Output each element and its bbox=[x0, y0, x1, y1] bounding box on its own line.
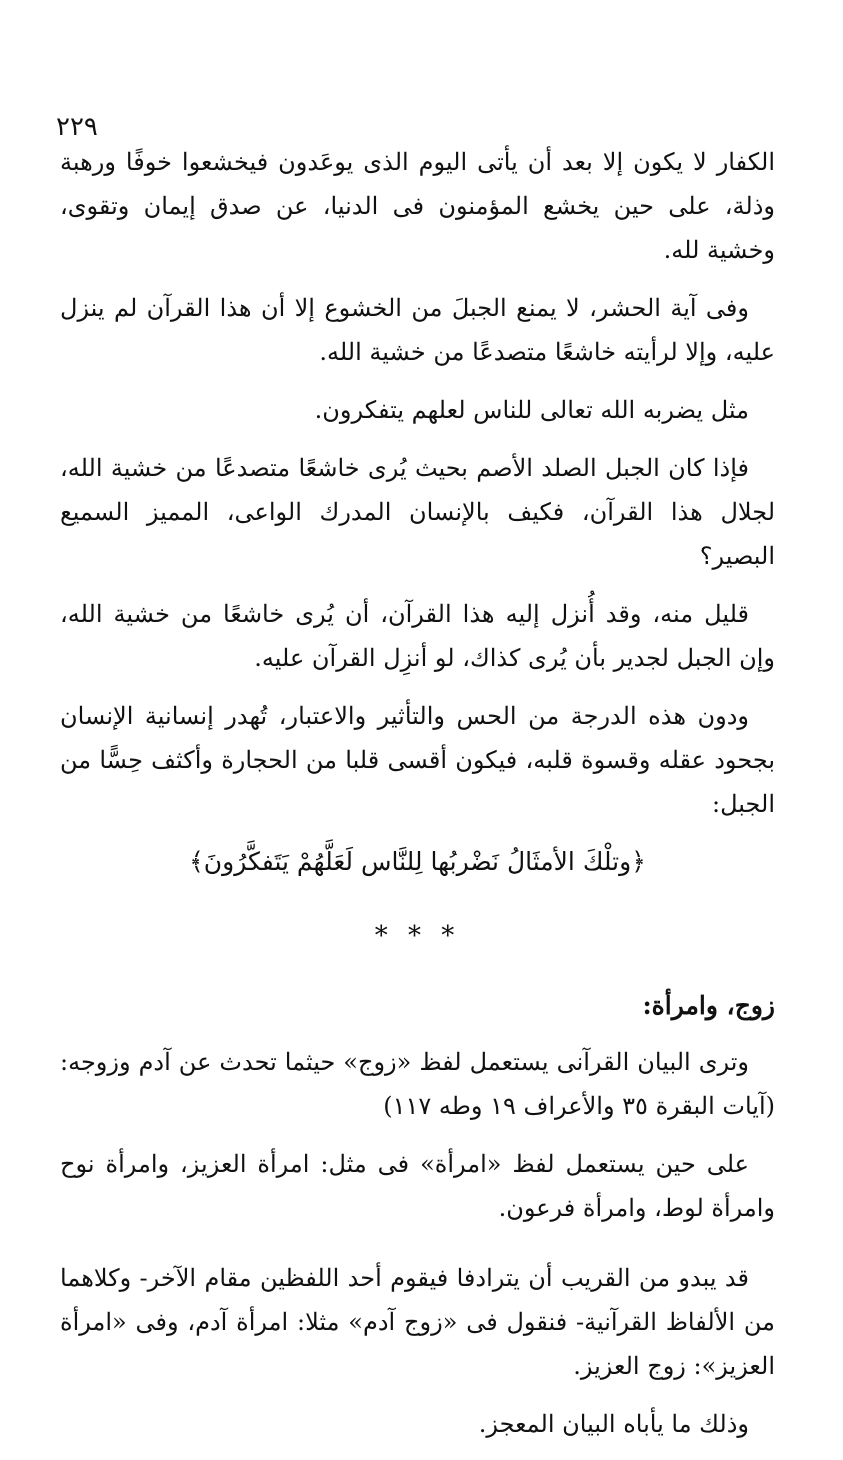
paragraph-conclusion: وذلك ما يأباه البيان المعجز. bbox=[478, 1410, 749, 1438]
quran-verse: ﴿وتلْكَ الأمثَالُ نَضْربُها لِلنَّاس لَعَلَّهُمْ يَتَفكَّرُونَ﴾ bbox=[189, 847, 646, 876]
paragraph-imraa-usage: على حين يستعمل لفظ «امرأة» فى مثل: امرأة العزيز، وامرأة نوح وامرأة لوط، وامرأة فرعون. bbox=[60, 1150, 775, 1222]
paragraph-parable: مثل يضربه الله تعالى للناس لعلهم يتفكرون. bbox=[314, 396, 749, 424]
section-separator: * * * bbox=[374, 921, 461, 951]
paragraph-synonymy: قد يبدو من القريب أن يترادفا فيقوم أحد اللفظين مقام الآخر- وكلاهما من الألفاظ القرآنية- فنقول فى «زوج آدم» مثلا: امرأة آدم، وفى «امرأة العزيز»: زوج العزيز. bbox=[60, 1264, 775, 1380]
paragraph-below-this-degree: ودون هذه الدرجة من الحس والتأثير والاعتبار، تُهدر إنسانية الإنسان بجحود عقله وقسوة قلبه، فيكون أقسى قلبا من الحجارة وأكثف حِسًّا من الجبل: bbox=[60, 702, 775, 818]
paragraph-disbelievers-humility: الكفار لا يكون إلا بعد أن يأتى اليوم الذى يوعَدون فيخشعوا خوفًا ورهبة وذلة، على حين يخشع المؤمنون فى الدنيا، عن صدق إيمان وتقوى، وخشية لله. bbox=[60, 148, 775, 264]
page-number: ٢٢٩ bbox=[56, 112, 98, 142]
paragraph-zawj-usage: وترى البيان القرآنى يستعمل لفظ «زوج» حيثما تحدث عن آدم وزوجه: (آيات البقرة ٣٥ والأعراف ١٩ وطه ١١٧) bbox=[60, 1048, 775, 1120]
section-heading: زوج، وامرأة: bbox=[642, 991, 775, 1020]
body-text bbox=[60, 140, 775, 1460]
paragraph-solid-mountain: فإذا كان الجبل الصلد الأصم بحيث يُرى خاشعًا متصدعًا من خشية الله، لجلال هذا القرآن، فكيف بالإنسان المدرك الواعى، المميز السميع البصير؟ bbox=[60, 454, 775, 570]
paragraph-hashr-verse: وفى آية الحشر، لا يمنع الجبلَ من الخشوع إلا أن هذا القرآن لم ينزل عليه، وإلا لرأيته خاشعًا متصدعًا من خشية الله. bbox=[60, 294, 775, 366]
paragraph-quran-revealed: قليل منه، وقد أُنزل إليه هذا القرآن، أن يُرى خاشعًا من خشية الله، وإن الجبل لجدير بأن يُرى كذاك، لو أنزِل القرآن عليه. bbox=[60, 600, 775, 672]
